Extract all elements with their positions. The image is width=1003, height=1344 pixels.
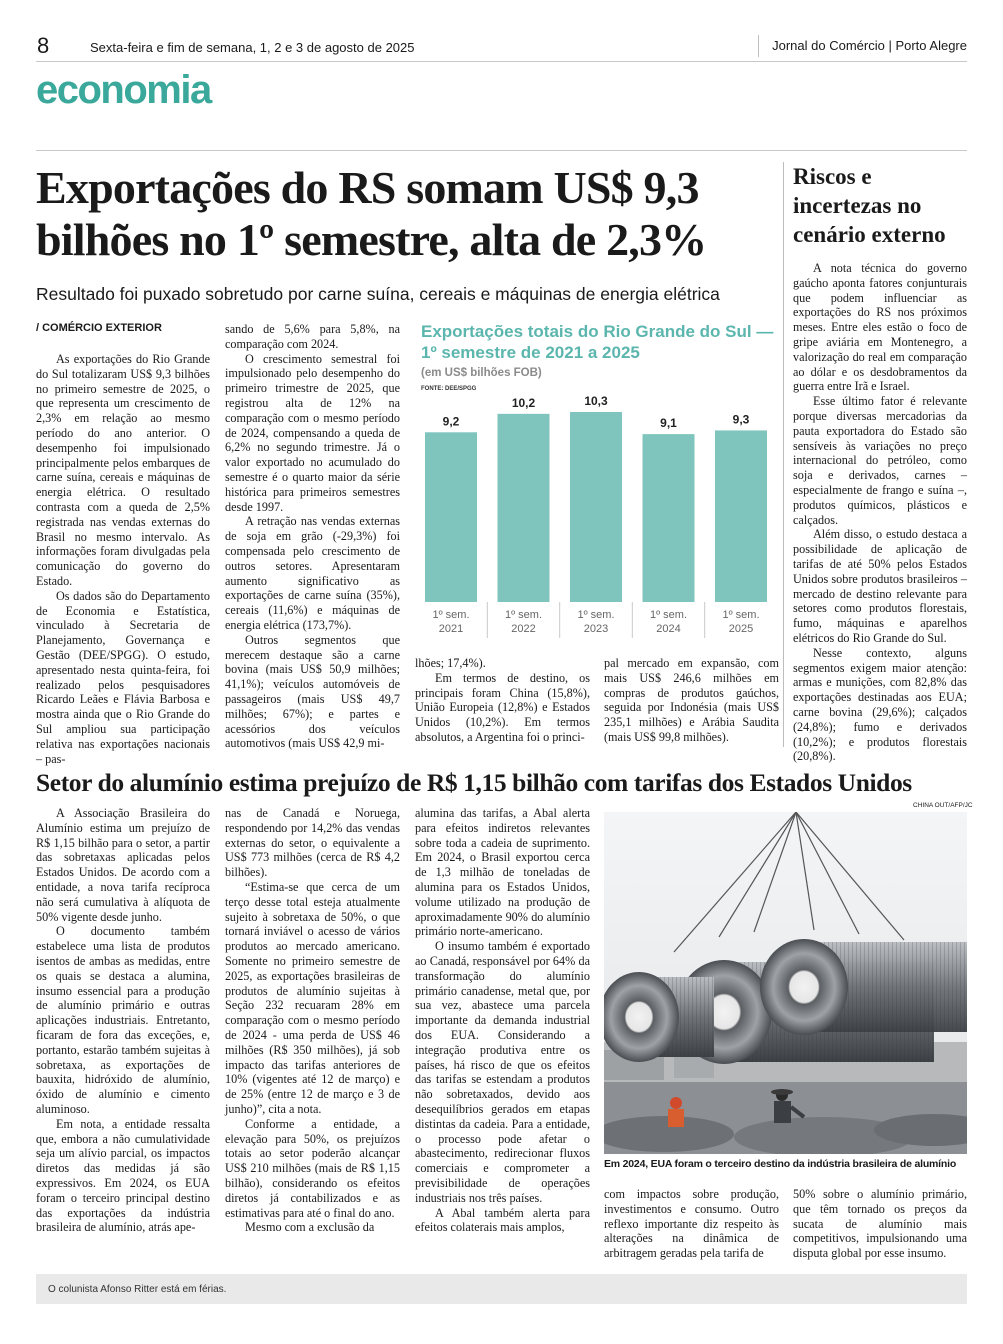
paragraph: Em termos de destino, os principais foram China (15,8%), União Europeia (12,8%) e Estados Unidos (10,2%). Em termos absolutos, a Argentina foi o princi- bbox=[415, 670, 590, 744]
paragraph: A Associação Brasileira do Alumínio estima um prejuízo de R$ 1,15 bilhão para o setor, a partir das sobretaxas aplicadas pelos Estados Unidos. De acordo com a entidade, a nova tarifa recíproca não será cumulativa à alíquota de 50% vigente desde junho. bbox=[36, 806, 210, 924]
photo-credit: CHINA OUT/AFP/JC bbox=[913, 802, 973, 809]
sidebar-divider bbox=[783, 162, 784, 747]
header-divider bbox=[758, 35, 759, 57]
chart-bar-4 bbox=[643, 434, 695, 602]
second-article-column-3 bbox=[415, 806, 590, 1235]
paragraph: Em nota, a entidade ressalta que, embora a não cumulatividade seja um alívio parcial, os impactos diretos das medidas já são expressivos. Em 2024, os EUA foram o terceiro principal destino das exportações da indústria brasileira de alumínio, atrás ape- bbox=[36, 1116, 210, 1235]
chart-category-label: 2025 bbox=[728, 623, 754, 635]
second-headline: Setor do alumínio estima prejuízo de R$ 1,15 bilhão com tarifas dos Estados Unidos bbox=[36, 768, 912, 797]
chart-category-label: 1º sem. bbox=[577, 609, 615, 621]
chart-bar-5 bbox=[715, 430, 767, 602]
section-rule bbox=[36, 150, 967, 151]
paragraph: O insumo também é exportado ao Canadá, responsável por 64% da transformação do alumínio primário canadense, metal que, por sua vez, abastece uma parcela importante da demanda industrial dos EUA. Considerando a integração produtiva entre os países, há risco de que os efeitos das tarifas se estendam a produtos não sobretaxados, devido aos desequilíbrios gerados em etapas distintas da cadeia. Para a entidade, o processo pode afetar o abastecimento, redirecionar fluxos comerciais e comprometer a previsibilidade de operações industriais nos três países. bbox=[415, 939, 590, 1205]
page-number: 8 bbox=[37, 33, 50, 58]
main-article-column-1 bbox=[36, 352, 210, 766]
paragraph: Os dados são do Departamento de Economia e Estatística, vinculado à Secretaria de Planejamento, Governança e Gestão (DEE/SPGG). O estudo, apresentado nesta quinta-feira, foi realizado pelos pesquisadores Ricardo Leães e Flávia Barbosa e mostra ainda que o Rio Grande do Sul ampliou sua participação relativa nas exportações nacionais – pas- bbox=[36, 588, 210, 766]
chart-value-label: 9,3 bbox=[732, 412, 750, 427]
paragraph: A Abal também alerta para efeitos colaterais mais amplos, bbox=[415, 1205, 590, 1235]
chart-category-label: 1º sem. bbox=[432, 609, 470, 621]
edition-date: Sexta-feira e fim de semana, 1, 2 e 3 de agosto de 2025 bbox=[90, 40, 415, 55]
main-subheadline: Resultado foi puxado sobretudo por carne suína, cereais e máquinas de energia elétrica bbox=[36, 284, 720, 304]
paragraph: “Estima-se que cerca de um terço desse total esteja atualmente sujeito à sobretaxa de 50%, o que tornará inviável o acesso de vários produtos ao mercado americano. Somente no primeiro semestre de 2025, as exportações brasileiras de produtos de alumínio sujeitas à Seção 232 recuaram 28% em comparação com o mesmo período de 2024 - uma perda de US$ 46 milhões (R$ 350 milhões), já sob impacto das tarifas anteriores de 10% (vigentes até 12 de março) e de 25% (entre 12 de março e 3 de junho)”, cita a nota. bbox=[225, 879, 400, 1116]
aluminum-coils-photo bbox=[604, 812, 967, 1154]
paragraph: Conforme a entidade, a elevação para 50%, os prejuízos totais ao setor poderão alcançar US$ 210 milhões (mais de R$ 1,15 bilhão), considerando os efeitos diretos já contabilizados e as estimativas para até o final do ano. bbox=[225, 1116, 400, 1220]
paragraph: pal mercado em expansão, com mais US$ 246,6 milhões em compras de produtos gaúchos, seguida por Indonésia (mais US$ 235,1 milhões) e Arábia Saudita (mais US$ 99,8 milhões). bbox=[604, 656, 779, 744]
chart-value-label: 10,3 bbox=[584, 394, 608, 408]
paragraph: 50% sobre o alumínio primário, que têm tornado os preços da sucata de alumínio mais competitivos, impulsionando uma disputa global por esse insumo. bbox=[793, 1187, 967, 1261]
main-article-column-2 bbox=[225, 322, 400, 751]
paragraph: lhões; 17,4%). bbox=[415, 656, 486, 670]
paragraph: Outros segmentos que merecem destaque são a carne bovina (mais US$ 50,9 milhões; 41,1%); veículos automóveis de passageiros (mais US$ 49,7 milhões; 67%); e partes e acessórios dos veículos automotivos (mais US$ 42,9 mi- bbox=[225, 632, 400, 751]
paragraph: O documento também estabelece uma lista de produtos isentos de ambas as medidas, entre os quais se destaca a alumina, insumo essencial para a produção de alumínio primário e outras aplicações industriais. Entretanto, ficaram de fora das exceções, e, portanto, estarão também sujeitas à sobretaxa, as exportações de bauxita, hidróxido de alumínio, óxido de alumínio e cimento aluminoso. bbox=[36, 924, 210, 1116]
article-kicker: / COMÉRCIO EXTERIOR bbox=[36, 322, 162, 334]
main-article-column-3 bbox=[415, 656, 590, 745]
second-article-column-1 bbox=[36, 806, 210, 1235]
paragraph: sando de 5,6% para 5,8%, na comparação com 2024. bbox=[225, 322, 400, 351]
chart-category-label: 1º sem. bbox=[649, 609, 688, 621]
chart-category-label: 1º sem. bbox=[504, 609, 543, 621]
footer-note: O colunista Afonso Ritter está em férias. bbox=[48, 1284, 227, 1295]
newspaper-name: Jornal do Comércio | Porto Alegre bbox=[772, 38, 967, 53]
chart-category-label: 2022 bbox=[511, 623, 536, 635]
paragraph: O crescimento semestral foi impulsionado pelo desempenho do primeiro trimestre de 2025, que registrou alta de 12% na comparação com o mesmo período de 2024, compensando a queda de 6,2% no segundo trimestre. Já o valor exportado no acumulado do semestre é o quarto maior da série histórica para primeiros semestres desde 1997. bbox=[225, 351, 400, 514]
paragraph: com impactos sobre produção, investimentos e consumo. Outro reflexo importante diz respeito às alterações na dinâmica de arbitragem geradas pela tarifa de bbox=[604, 1187, 779, 1261]
main-headline: Exportações do RS somam US$ 9,3 bilhões no 1º semestre, alta de 2,3% bbox=[36, 162, 707, 265]
photo-caption: Em 2024, EUA foram o terceiro destino da indústria brasileira de alumínio bbox=[604, 1158, 957, 1170]
section-title: economia bbox=[36, 68, 211, 112]
paragraph: nas de Canadá e Noruega, respondendo por 14,2% das vendas externas do setor, o equivalente a US$ 773 milhões (cerca de R$ 4,2 bilhões). bbox=[225, 806, 400, 880]
paragraph: Nesse contexto, alguns segmentos exigem maior atenção: armas e munições, com 82,8% das exportações destinadas aos EUA; carne bovina (29,6%); calçados (24,8%); fumo e derivados (10,2%); e produtos florestais (20,8%). bbox=[793, 645, 967, 764]
main-article-column-4 bbox=[604, 656, 779, 745]
paragraph: A retração nas vendas externas de soja em grão (-29,3%) foi compensada pelo crescimento de outros setores. Apresentaram aumento significativo as exportações de carne suína (35%), cereais (11,6%) e máquinas de energia elétrica (173,7%). bbox=[225, 514, 400, 632]
chart-bar-1 bbox=[425, 432, 477, 602]
chart-value-label: 10,2 bbox=[511, 395, 536, 410]
second-article-column-4 bbox=[604, 1187, 779, 1261]
exports-bar-chart bbox=[415, 380, 780, 650]
sidebar-title: Riscos e incertezas no cenário externo bbox=[793, 164, 946, 247]
chart-source: FONTE: DEE/SPGG bbox=[421, 386, 477, 392]
paragraph: Esse último fator é relevante porque diversas mercadorias da pauta exportadora do Estado são sensíveis às variações no preço internacional do petróleo, como soja e derivados, carnes – especialmente de frango e suína –, produtos químicos, plásticos e calçados. bbox=[793, 394, 967, 527]
chart-title: Exportações totais do Rio Grande do Sul — 1º semestre de 2021 a 2025 bbox=[421, 322, 774, 362]
header-rule bbox=[36, 61, 967, 62]
chart-unit: (em US$ bilhões FOB) bbox=[421, 367, 542, 379]
chart-bar-3 bbox=[570, 412, 622, 602]
chart-category-label: 2021 bbox=[438, 623, 464, 635]
chart-bar-2 bbox=[498, 414, 550, 602]
paragraph: alumina das tarifas, a Abal alerta para efeitos indiretos relevantes sobre toda a cadeia de suprimento. Em 2024, o Brasil exportou cerca de 1,3 milhão de toneladas de alumina para os Estados Unidos, volume utilizado na produção de aproximadamente 90% do alumínio primário norte-americano. bbox=[415, 806, 590, 939]
chart-value-label: 9,1 bbox=[660, 416, 677, 431]
paragraph: As exportações do Rio Grande do Sul totalizaram US$ 9,3 bilhões no primeiro semestre de 2025, o que representa um crescimento de 2,3% em relação ao mesmo período do ano anterior. O desempenho foi impulsionado principalmente pelos embarques de carne suína, cereais e máquinas de energia elétrica. O resultado contrasta com a queda de 2,5% registrada nas vendas externas do Brasil no mesmo intervalo. As informações foram divulgadas pela comunicação do governo do Estado. bbox=[36, 352, 210, 588]
paragraph: Além disso, o estudo destaca a possibilidade de aplicação de tarifas de até 50% pelos Estados Unidos sobre produtos brasileiros – mercado de destino relevante para setores como produtos florestais, fumo, máquinas e aparelhos elétricos do Rio Grande do Sul. bbox=[793, 527, 967, 645]
paragraph: Mesmo com a exclusão da bbox=[245, 1220, 375, 1235]
chart-category-label: 2024 bbox=[656, 623, 681, 635]
chart-category-label: 2023 bbox=[583, 623, 609, 635]
second-article-column-2 bbox=[225, 806, 400, 1235]
chart-value-label: 9,2 bbox=[442, 414, 460, 429]
sidebar-text bbox=[793, 261, 967, 764]
second-article-column-5 bbox=[793, 1187, 967, 1261]
chart-category-label: 1º sem. bbox=[722, 609, 760, 621]
paragraph: A nota técnica do governo gaúcho aponta fatores conjunturais que podem influenciar as exportações do RS nos próximos meses. Entre eles estão o foco de gripe aviária em Montenegro, a valorização do real em comparação ao dólar e os desdobramentos da guerra entre Irã e Israel. bbox=[793, 261, 967, 394]
